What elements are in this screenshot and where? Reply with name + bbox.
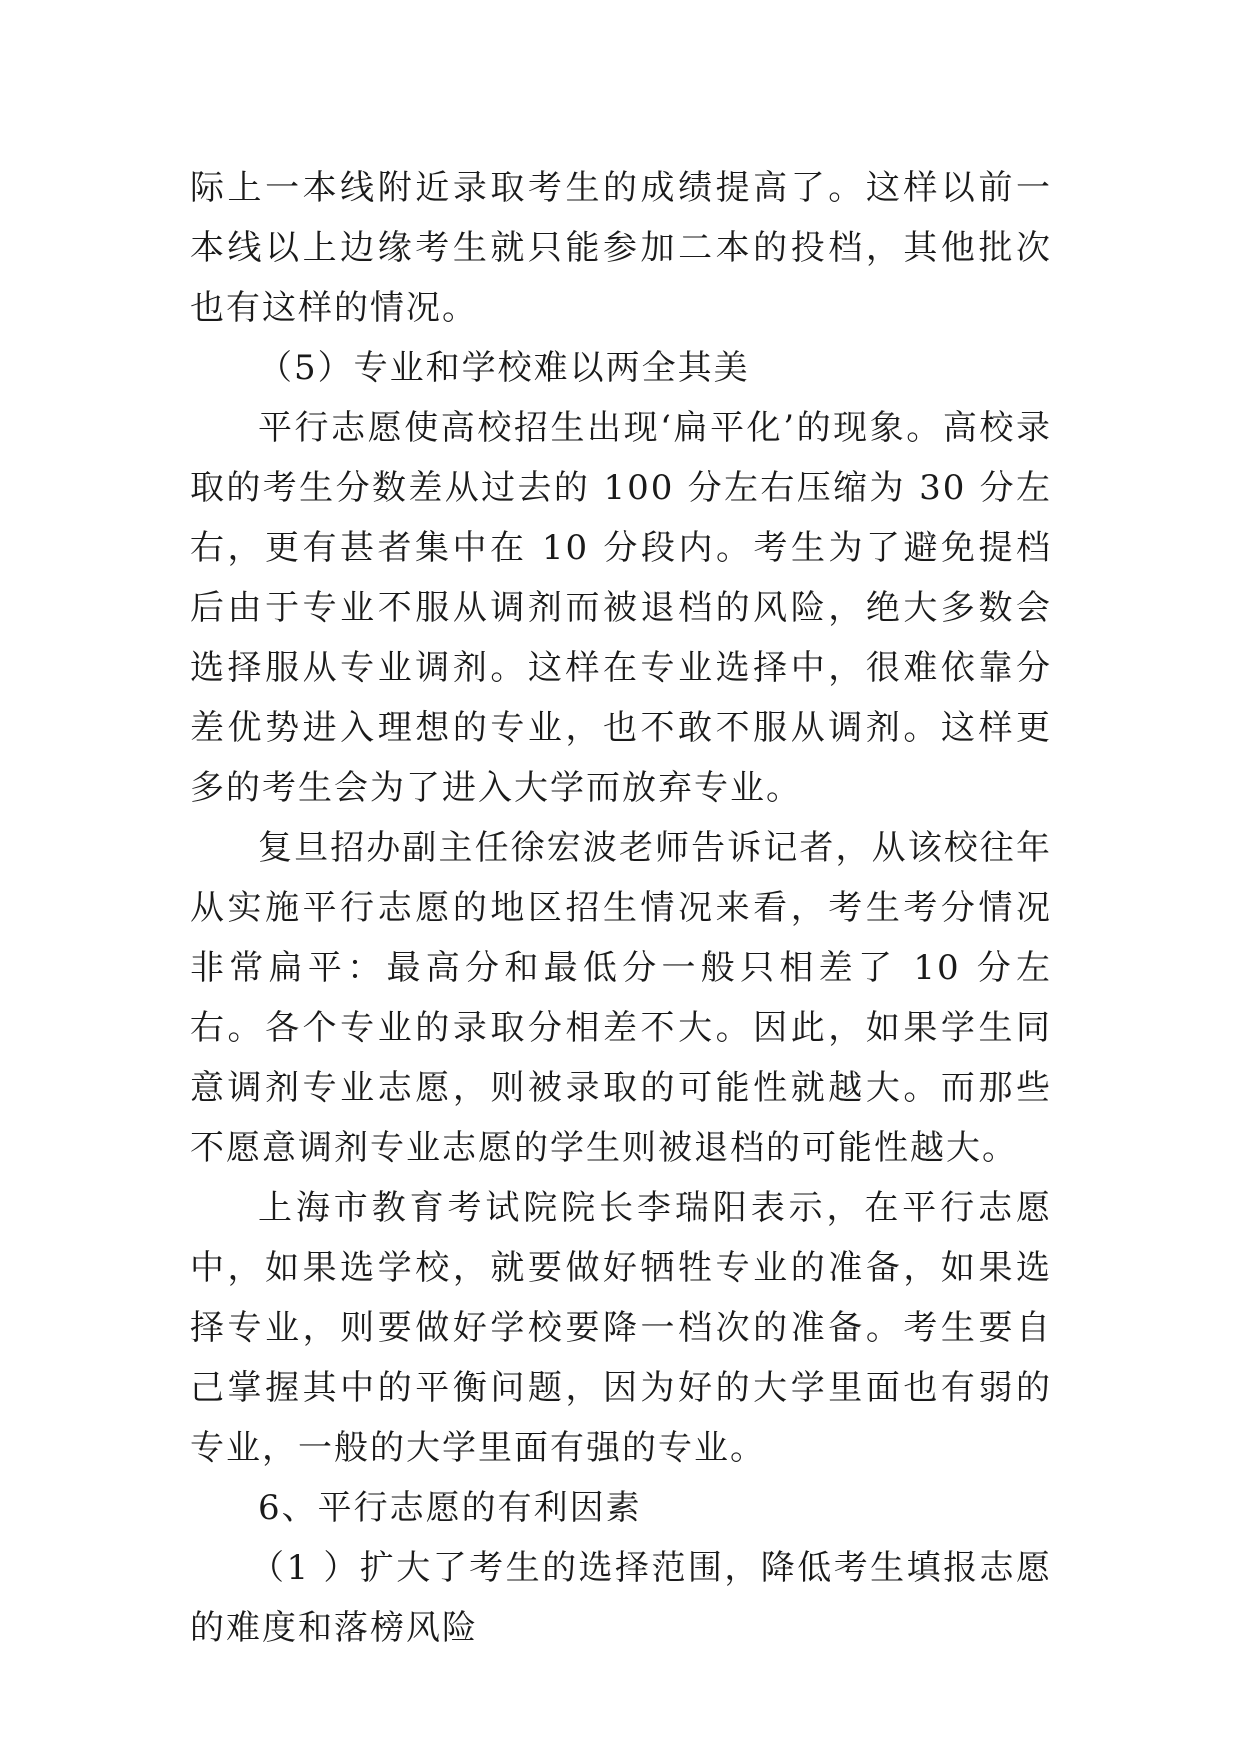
subsection-heading-1: （1 ）扩大了考生的选择范围，降低考生填报志愿的难度和落榜风险 xyxy=(190,1548,1052,1648)
section-heading-6: 6、平行志愿的有利因素 xyxy=(258,1488,642,1528)
section-heading-5: （5）专业和学校难以两全其美 xyxy=(258,348,750,388)
continuation-paragraph: 际上一本线附近录取考生的成绩提高了。这样以前一本线以上边缘考生就只能参加二本的投档，其他批次也有这样的情况。 xyxy=(190,168,1052,328)
body-paragraph: 上海市教育考试院院长李瑞阳表示，在平行志愿中，如果选学校，就要做好牺牲专业的准备，如果选择专业，则要做好学校要降一档次的准备。考生要自己掌握其中的平衡问题，因为好的大学里面也有弱的专业，一般的大学里面有强的专业。 xyxy=(190,1188,1052,1468)
document-body xyxy=(190,158,1052,1658)
body-paragraph: 平行志愿使高校招生出现‘扁平化’的现象。高校录取的考生分数差从过去的 100 分左右压缩为 30 分左右，更有甚者集中在 10 分段内。考生为了避免提档后由于专业不服从调剂而被退档的风险，绝大多数会选择服从专业调剂。这样在专业选择中，很难依靠分差优势进入理想的专业，也不敢不服从调剂。这样更多的考生会为了进入大学而放弃专业。 xyxy=(190,408,1052,808)
body-paragraph: 复旦招办副主任徐宏波老师告诉记者，从该校往年从实施平行志愿的地区招生情况来看，考生考分情况非常扁平：最高分和最低分一般只相差了 10 分左右。各个专业的录取分相差不大。因此，如果学生同意调剂专业志愿，则被录取的可能性就越大。而那些不愿意调剂专业志愿的学生则被退档的可能性越大。 xyxy=(190,828,1052,1168)
